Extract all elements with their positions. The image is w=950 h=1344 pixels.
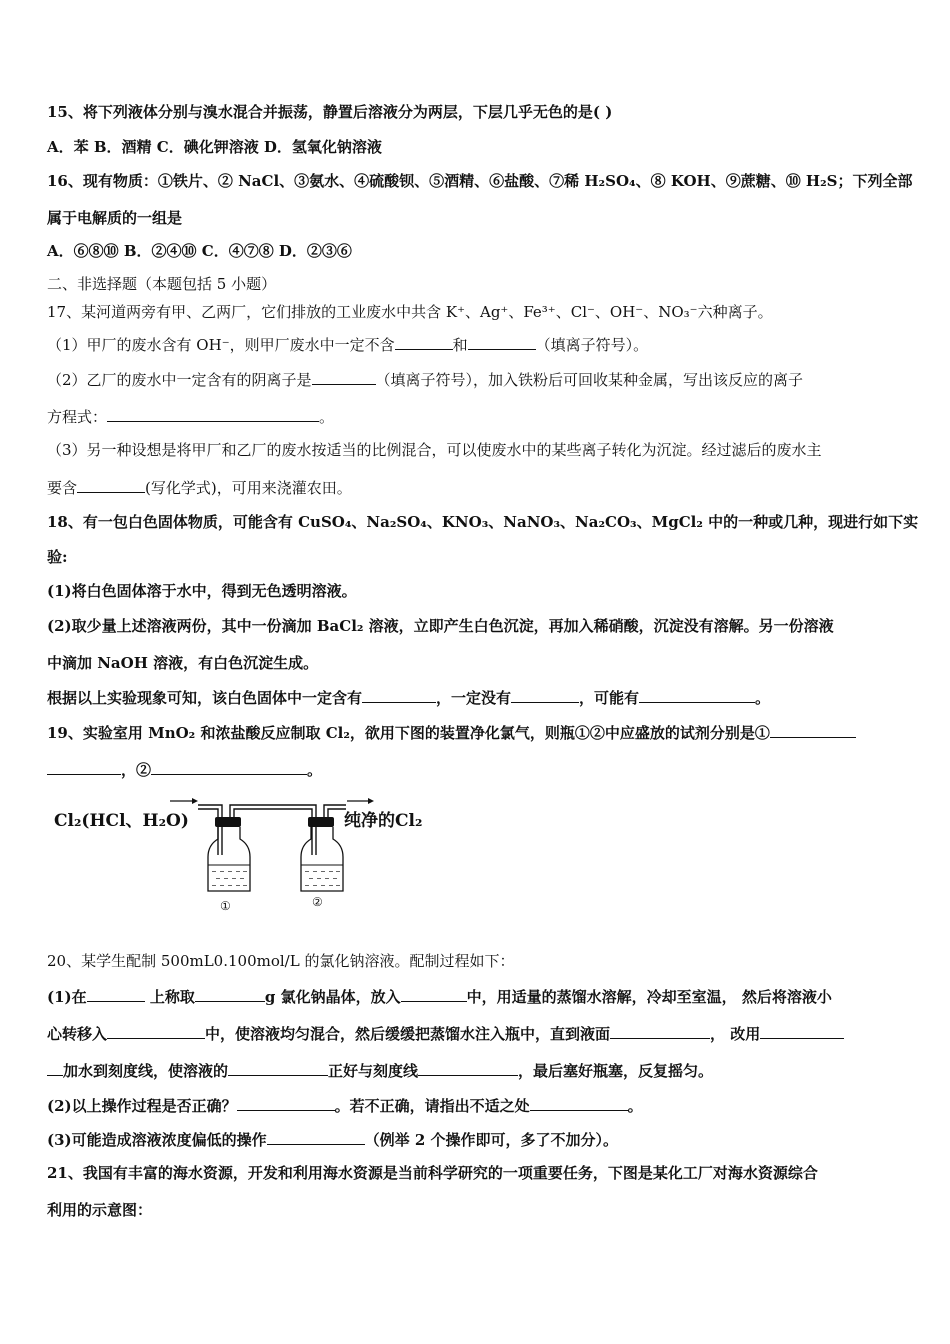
section-heading: 二、非选择题（本题包括 5 小题） xyxy=(47,275,277,293)
q20-step1-line2: 心转移入 中，使溶液均匀混合，然后缓缓把蒸馏水注入瓶中，直到液面 ， 改用 xyxy=(47,1023,844,1044)
stopper-2 xyxy=(308,817,334,827)
q17-part2-equation: 方程式： 。 xyxy=(47,408,335,426)
bottle-1-liquid xyxy=(212,871,247,886)
q15-options: A．苯 B．酒精 C．碘化钾溶液 D．氢氧化钠溶液 xyxy=(47,138,382,156)
answer-blank[interactable] xyxy=(228,1060,328,1076)
q16-options: A．⑥⑧⑩ B．②④⑩ C．④⑦⑧ D．②③⑥ xyxy=(47,242,352,260)
q19-line2: ，② 。 xyxy=(47,759,322,780)
gas-washing-apparatus-figure xyxy=(50,793,450,918)
q18-step1: (1)将白色固体溶于水中，得到无色透明溶液。 xyxy=(47,582,357,600)
connecting-tube-inner xyxy=(234,809,312,855)
q18-step2-line2: 中滴加 NaOH 溶液，有白色沉淀生成。 xyxy=(47,654,319,672)
bottle-2-liquid xyxy=(305,871,340,886)
q21-stem-line1: 21、我国有丰富的海水资源，开发和利用海水资源是当前科学研究的一项重要任务，下图是某化工厂对海水资源综合 xyxy=(47,1164,818,1182)
inlet-tube-inner xyxy=(198,809,218,855)
q17-stem: 17、某河道两旁有甲、乙两厂，它们排放的工业废水中共含 K⁺、Ag⁺、Fe³⁺、Cl⁻、OH⁻、NO₃⁻六种离子。 xyxy=(47,303,773,321)
answer-blank[interactable] xyxy=(87,986,145,1002)
q19-stem: 19、实验室用 MnO₂ 和浓盐酸反应制取 Cl₂，欲用下图的装置净化氯气，则瓶①②中应盛放的试剂分别是① xyxy=(47,722,856,743)
answer-blank[interactable] xyxy=(401,986,467,1002)
answer-blank[interactable] xyxy=(468,334,536,350)
q21-stem-line2: 利用的示意图： xyxy=(47,1201,153,1219)
q20-step1-line1: (1)在 上称取 g 氯化钠晶体，放入 中，用适量的蒸馏水溶解，冷却至室温， 然后将溶液小 xyxy=(47,988,832,1006)
answer-blank[interactable] xyxy=(312,369,376,385)
answer-blank[interactable] xyxy=(530,1095,628,1111)
q16-stem-line2: 属于电解质的一组是 xyxy=(47,209,183,227)
q20-step3: (3)可能造成溶液浓度偏低的操作 （例举 2 个操作即可，多了不加分）。 xyxy=(47,1131,619,1149)
q17-part2: （2）乙厂的废水中一定含有的阴离子是 （填离子符号），加入铁粉后可回收某种金属，写出该反应的离子 xyxy=(47,371,804,389)
q18-conclusion: 根据以上实验现象可知，该白色固体中一定含有 ，一定没有 ，可能有 。 xyxy=(47,689,771,707)
bottle-1 xyxy=(208,827,250,891)
stopper-1 xyxy=(215,817,241,827)
outlet-label: 纯净的Cl₂ xyxy=(344,811,423,831)
q20-step1-line3: 加水到刻度线，使溶液的 正好与刻度线 ，最后塞好瓶塞，反复摇匀。 xyxy=(47,1060,713,1081)
outlet-arrowhead xyxy=(368,798,374,804)
bottle-1-label: ① xyxy=(220,899,231,913)
answer-blank[interactable] xyxy=(760,1023,844,1039)
answer-blank[interactable] xyxy=(77,477,145,493)
bottle-2 xyxy=(301,827,343,891)
answer-blank[interactable] xyxy=(107,406,319,422)
bottle-2-label: ② xyxy=(312,895,323,909)
q18-stem-line2: 验: xyxy=(47,548,68,566)
answer-blank[interactable] xyxy=(639,687,755,703)
answer-blank[interactable] xyxy=(267,1129,365,1145)
q20-stem: 20、某学生配制 500mL0.100mol/L 的氯化钠溶液。配制过程如下： xyxy=(47,952,515,970)
answer-blank[interactable] xyxy=(47,1060,63,1076)
answer-blank[interactable] xyxy=(151,759,307,775)
inlet-arrowhead xyxy=(192,798,198,804)
q15-stem: 15、将下列液体分别与溴水混合并振荡，静置后溶液分为两层，下层几乎无色的是( ) xyxy=(47,103,613,121)
answer-blank[interactable] xyxy=(362,687,436,703)
answer-blank[interactable] xyxy=(237,1095,335,1111)
q17-part3-line1: （3）另一种设想是将甲厂和乙厂的废水按适当的比例混合，可以使废水中的某些离子转化为沉淀。经过滤后的废水主 xyxy=(47,441,822,459)
answer-blank[interactable] xyxy=(395,334,453,350)
q18-stem-line1: 18、有一包白色固体物质，可能含有 CuSO₄、Na₂SO₄、KNO₃、NaNO₃、Na₂CO₃、MgCl₂ 中的一种或几种，现进行如下实 xyxy=(47,513,919,531)
q17-part3-line2: 要含 (写化学式)，可用来浇灌农田。 xyxy=(47,479,352,497)
answer-blank[interactable] xyxy=(610,1023,710,1039)
answer-blank[interactable] xyxy=(418,1060,518,1076)
q17-part1: （1）甲厂的废水含有 OH⁻，则甲厂废水中一定不含 和 （填离子符号）。 xyxy=(47,336,649,354)
q20-step2: (2)以上操作过程是否正确？ 。若不正确，请指出不适之处 。 xyxy=(47,1097,643,1115)
answer-blank[interactable] xyxy=(47,759,121,775)
answer-blank[interactable] xyxy=(195,986,265,1002)
q16-stem-line1: 16、现有物质：①铁片、② NaCl、③氨水、④硫酸钡、⑤酒精、⑥盐酸、⑦稀 H₂SO₄、⑧ KOH、⑨蔗糖、⑩ H₂S；下列全部 xyxy=(47,172,913,190)
answer-blank[interactable] xyxy=(770,722,856,738)
answer-blank[interactable] xyxy=(511,687,579,703)
inlet-label: Cl₂(HCl、H₂O) xyxy=(54,811,189,831)
q18-step2-line1: (2)取少量上述溶液两份，其中一份滴加 BaCl₂ 溶液，立即产生白色沉淀，再加入稀硝酸，沉淀没有溶解。另一份溶液 xyxy=(47,617,834,635)
answer-blank[interactable] xyxy=(107,1023,205,1039)
